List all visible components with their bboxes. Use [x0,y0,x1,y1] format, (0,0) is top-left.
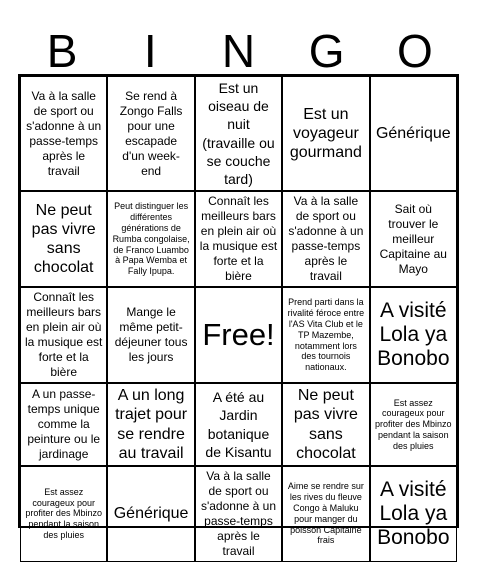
title-letter-n: N [221,25,256,77]
bingo-cell-r5-c1[interactable] [20,466,107,562]
cell-text: Va à la salle de sport ou s'adonne à un passe-temps après le travail [26,88,102,178]
cell-text: A été au Jardin botanique de Kisantu [205,389,272,460]
bingo-cell-r1-c5[interactable] [370,76,457,191]
bingo-cell-r2-c4[interactable] [282,191,369,287]
title-letter-g: G [308,25,345,77]
bingo-cell-r3-c4[interactable] [282,287,369,383]
bingo-cell-r3-c5[interactable] [370,287,457,383]
cell-text: Mange le même petit-déjeuner tous les jours [114,305,188,365]
bingo-cell-r4-c1[interactable] [20,383,107,466]
bingo-cell-r1-c1[interactable] [20,76,107,191]
bingo-title [18,26,459,76]
cell-text: A visité Lola ya Bonobo [377,298,450,371]
cell-text: A un long trajet pour se rendre au travail [115,387,188,462]
cell-text: Connaît les meilleurs bars en plein air où la musique est forte et la bière [199,194,278,284]
cell-text: Générique [375,124,451,142]
cell-text: Connaît les meilleurs bars en plein air où la musique est forte et la bière [25,290,103,380]
cell-text: Est un oiseau de nuit (travaille ou se couche tard) [202,80,275,187]
title-letter-o: O [397,25,433,77]
title-letter-b: B [46,25,78,77]
cell-text: Ne peut pas vivre sans chocolat [293,387,358,462]
bingo-cell-r1-c2[interactable] [107,76,194,191]
cell-text: A visité Lola ya Bonobo [377,477,450,549]
bingo-cell-r4-c5[interactable] [370,383,457,466]
bingo-cell-r4-c3[interactable] [195,383,282,466]
cell-text: Est un voyageur gourmand [289,105,362,162]
cell-text: Prend parti dans la rivalité féroce entre l'AS Vita Club et le TP Mazembe, notamment lors des tournois nationaux. [287,297,365,373]
bingo-cell-r2-c3[interactable] [195,191,282,287]
bingo-board [18,74,459,558]
cell-text: Aime se rendre sur les rives du fleuve Congo à Maluku pour manger du poisson Capitaine frais [287,481,364,546]
cell-text: Générique [113,505,189,523]
cell-text: A un passe-temps unique comme la peinture ou le jardinage [27,387,101,461]
cell-text: Va à la salle de sport ou s'adonne à un passe-temps après le travail [200,468,276,558]
bingo-cell-r2-c2[interactable] [107,191,194,287]
cell-text: Est assez courageux pour profiter des Mbinzo pendant la saison des pluies [375,397,452,451]
title-letter-i: I [143,25,157,77]
bingo-cell-r5-c2[interactable] [107,466,194,562]
cell-text: Va à la salle de sport ou s'adonne à un passe-temps après le travail [288,194,364,284]
bingo-cell-r5-c5[interactable] [370,466,457,562]
bingo-cell-r5-c3[interactable] [195,466,282,562]
cell-text: Ne peut pas vivre sans chocolat [31,201,96,277]
free-space-label: Free! [202,317,275,353]
cell-text: Est assez courageux pour profiter des Mbinzo pendant la saison des pluies [25,486,102,541]
cell-text: Peut distinguer les différentes générations de Rumba congolaise, de Franco Luambo à Papa Wemba et Fally Ipupa. [112,201,190,277]
bingo-cell-r1-c4[interactable] [282,76,369,191]
bingo-cell-r5-c4[interactable] [282,466,369,562]
bingo-cell-r2-c1[interactable] [20,191,107,287]
cell-text: Sait où trouver le meilleur Capitaine au Mayo [379,201,447,276]
bingo-cell-r4-c4[interactable] [282,383,369,466]
bingo-cell-r1-c3[interactable] [195,76,282,191]
bingo-cell-r2-c5[interactable] [370,191,457,287]
bingo-cell-free[interactable] [195,287,282,383]
bingo-cell-r3-c2[interactable] [107,287,194,383]
bingo-cell-r4-c2[interactable] [107,383,194,466]
bingo-cell-r3-c1[interactable] [20,287,107,383]
cell-text: Se rend à Zongo Falls pour une escapade d'un week-end [119,88,183,178]
